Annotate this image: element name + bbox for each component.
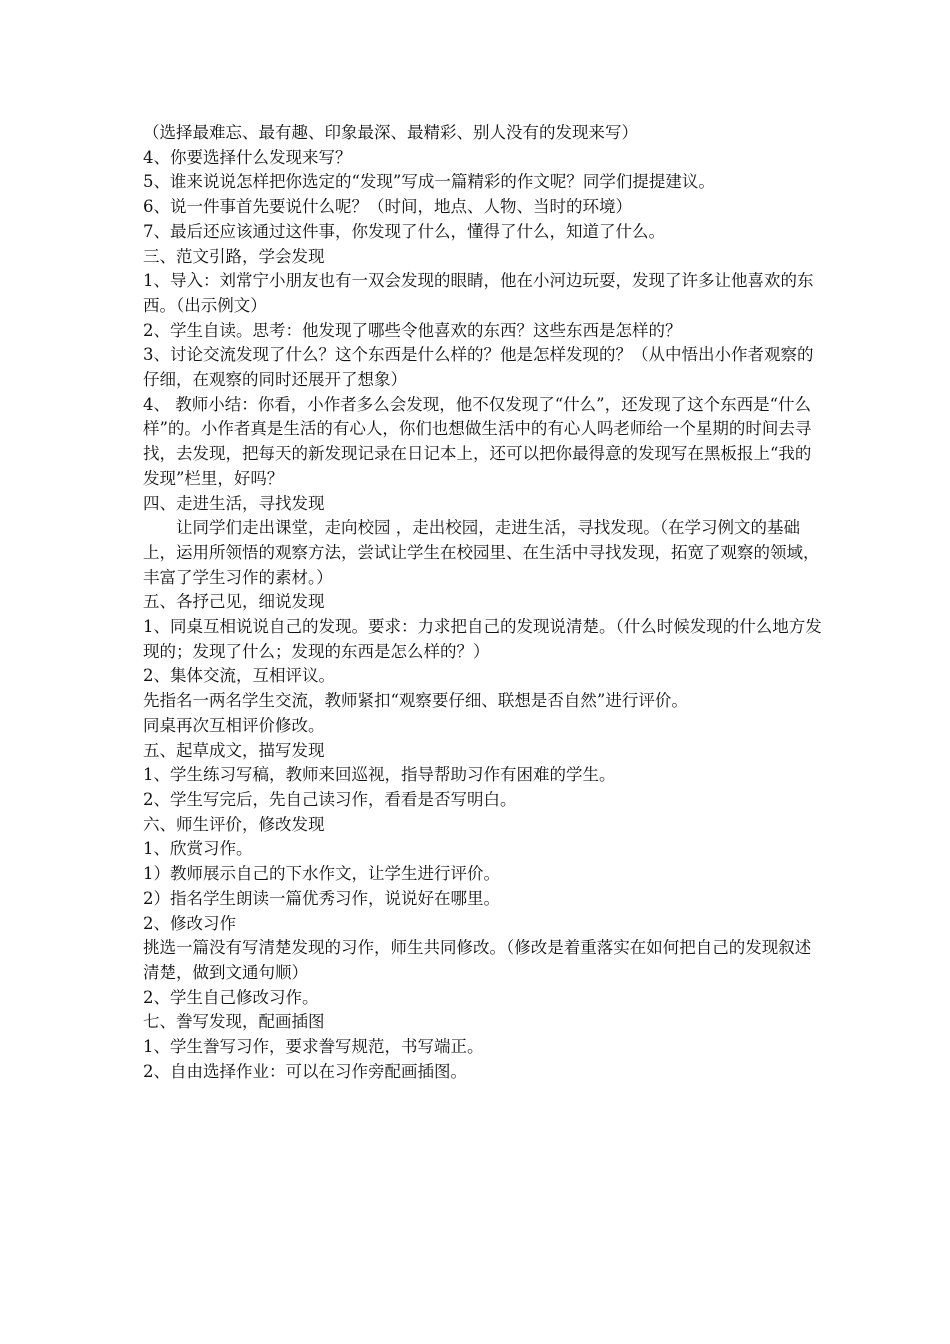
text-paragraph: 3、讨论交流发现了什么？这个东西是什么样的？他是怎样发现的？（从中悟出小作者观察的仔细，在观察的同时还展开了想象） (143, 345, 814, 390)
text-line: 1、学生练习写稿，教师来回巡视，指导帮助习作有困难的学生。 (143, 765, 616, 785)
section-heading: 七、誊写发现，配画插图 (143, 1012, 325, 1032)
text-line: 7、最后还应该通过这件事，你发现了什么，懂得了什么，知道了什么。 (143, 221, 665, 241)
text-line: 2、学生自读。思考：他发现了哪些令他喜欢的东西？这些东西是怎样的？ (143, 320, 682, 340)
section-heading: 三、范文引路，学会发现 (143, 246, 325, 266)
section-heading: 五、起草成文，描写发现 (143, 740, 325, 760)
text-line: 2、集体交流，互相评议。 (143, 666, 335, 686)
text-paragraph: 1、导入：刘常宁小朋友也有一双会发现的眼睛，他在小河边玩耍，发现了许多让他喜欢的东西。（出示例文） (143, 271, 814, 315)
text-line: （选择最难忘、最有趣、印象最深、最精彩、别人没有的发现来写） (143, 123, 638, 142)
section-heading: 六、师生评价，修改发现 (143, 814, 325, 834)
text-paragraph: 挑选一篇没有写清楚发现的习作，师生共同修改。（修改是着重落实在如何把自己的发现叙述清楚，做到文通句顺） (143, 938, 812, 982)
text-paragraph: 4、 教师小结：你看，小作者多么会发现，他不仅发现了“什么”，还发现了这个东西是“什么样”的。小作者真是生活的有心人，你们也想做生活中的有心人吗老师给一个星期的时间去寻找，去发现，把每天的新发现记录在日记本上，还可以把你最得意的发现写在黑板报上“我的发现”栏里，好吗？ (143, 394, 812, 488)
text-line: 2、自由选择作业：可以在习作旁配画插图。 (143, 1061, 467, 1081)
document-body (143, 121, 823, 1084)
text-line: 2、学生自己修改习作。 (143, 987, 319, 1007)
section-heading: 五、各抒己见，细说发现 (143, 592, 325, 612)
text-line: 5、谁来说说怎样把你选定的“发现”写成一篇精彩的作文呢？同学们提提建议。 (143, 172, 715, 192)
text-line: 2、修改习作 (143, 913, 236, 933)
text-line: 先指名一两名学生交流，教师紧扣“观察要仔细、联想是否自然”进行评价。 (143, 691, 688, 711)
text-line: 6、说一件事首先要说什么呢？（时间，地点、人物、当时的环境） (143, 197, 632, 217)
text-line: 2、学生写完后，先自己读习作，看看是否写明白。 (143, 789, 517, 809)
text-line: 2）指名学生朗读一篇优秀习作，说说好在哪里。 (143, 888, 500, 908)
text-line: 1、欣赏习作。 (143, 839, 253, 859)
text-line: 4、你要选择什么发现来写？ (143, 147, 352, 167)
text-paragraph: 1、同桌互相说说自己的发现。要求：力求把自己的发现说清楚。（什么时候发现的什么地方发现的；发现了什么；发现的东西是怎么样的？） (143, 617, 822, 661)
text-line: 1、学生誊写习作，要求誊写规范，书写端正。 (143, 1037, 484, 1057)
section-heading: 四、走进生活，寻找发现 (143, 493, 325, 513)
text-line: 1）教师展示自己的下水作文，让学生进行评价。 (143, 864, 500, 884)
text-line: 同桌再次互相评价修改。 (143, 715, 325, 735)
text-paragraph: 让同学们走出课堂，走向校园 ，走出校园，走进生活，寻找发现。（在学习例文的基础上，运用所领悟的观察方法，尝试让学生在校园里、在生活中寻找发现，拓宽了观察的领域，丰富了学生习作的素材。） (143, 518, 820, 587)
